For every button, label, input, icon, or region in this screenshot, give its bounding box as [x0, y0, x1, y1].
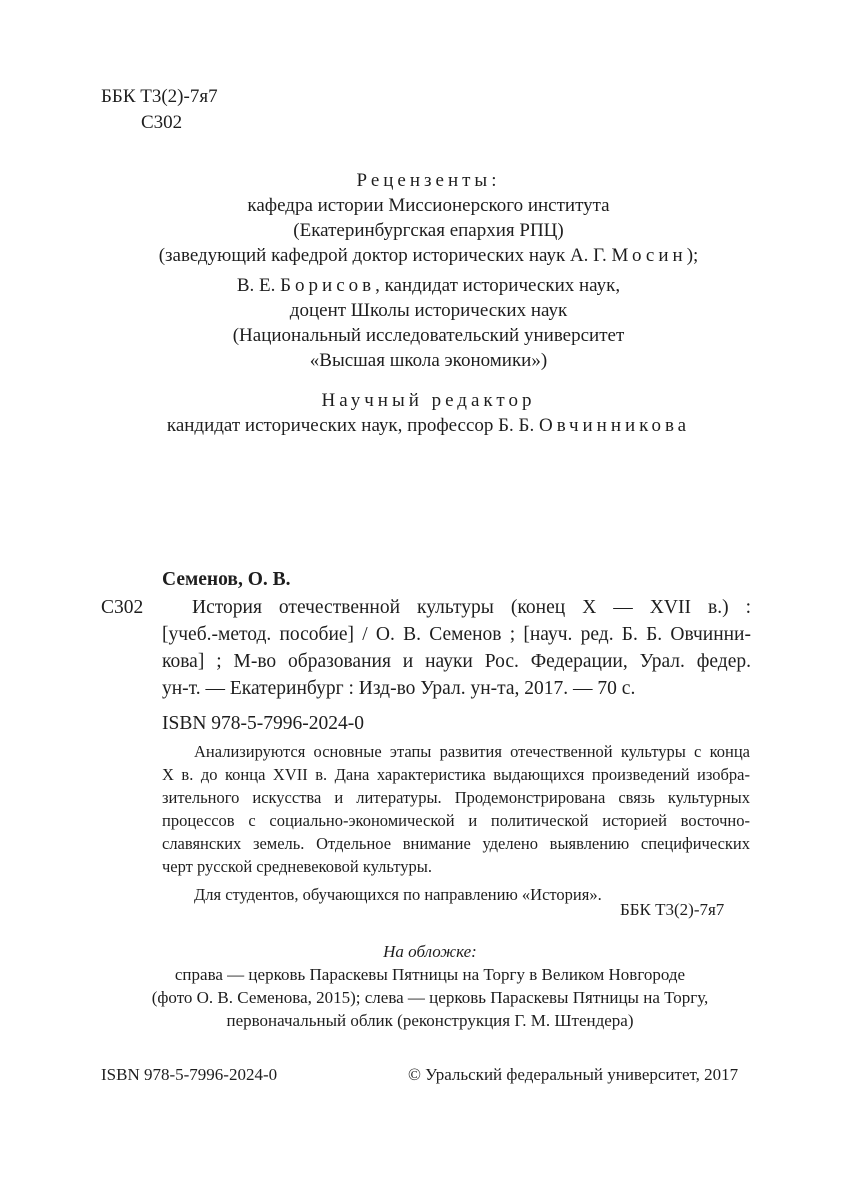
editor-name: Овчинникова [538, 415, 691, 436]
editor-block [60, 388, 797, 438]
cover-line: справа — церковь Параскевы Пятницы на Торгу в Великом Новгороде [174, 965, 686, 984]
entry-title-line: кова] ; М-во образования и науки Рос. Федерации, Урал. федер. [162, 651, 751, 672]
reviewer-org-head-suffix: ); [686, 245, 699, 266]
abstract-line: зительного искусства и литературы. Продемонстрирована связь культурных [162, 788, 750, 807]
entry-title-line: ун-т. — Екатеринбург : Изд-во Урал. ун-та, 2017. — 70 с. [162, 678, 636, 699]
abstract-line: черт русской средневековой культуры. [162, 857, 433, 876]
abstract-block [162, 740, 750, 906]
entry-isbn: ISBN 978-5-7996-2024-0 [162, 713, 365, 734]
reviewer-org-head [60, 243, 797, 268]
reviewer-person-line: «Высшая школа экономики») [309, 350, 548, 371]
reviewer-person-line: (Национальный исследовательский университет [232, 325, 625, 346]
editor-line-prefix: кандидат исторических наук, профессор Б. Б. [166, 415, 539, 436]
cover-line: первоначальный облик (реконструкция Г. М. Штендера) [226, 1011, 634, 1030]
abstract-line: процессов с социально-экономической и политической историей восточно- [162, 811, 750, 830]
cover-line: (фото О. В. Семенова, 2015); слева — церковь Параскевы Пятницы на Торгу, [151, 988, 709, 1007]
bbk-classification-bottom: ББК Т3(2)-7я7 [620, 900, 725, 919]
reviewer-person-line: доцент Школы исторических наук [289, 300, 568, 321]
entry-code: С302 [101, 597, 144, 618]
footer-isbn: ISBN 978-5-7996-2024-0 [101, 1065, 278, 1084]
cover-note [100, 940, 760, 1032]
reviewers-heading: Рецензенты: [356, 170, 501, 191]
reviewer-person-initials: В. Е. [236, 275, 281, 296]
bbk-classification-top [101, 84, 218, 136]
bbk-code: ББК Т3(2)-7я7 [101, 86, 218, 107]
reviewer-org-line: (Екатеринбургская епархия РПЦ) [293, 220, 564, 241]
reviewer-person [60, 273, 797, 298]
entry-title-line: История отечественной культуры (конец X — XVII в.) : [192, 597, 751, 618]
reviewer-person-suffix: , кандидат исторических наук, [375, 275, 621, 296]
abstract-audience: Для студентов, обучающихся по направлению «История». [194, 885, 602, 904]
entry-title-line: [учеб.-метод. пособие] / О. В. Семенов ; [науч. ред. Б. Б. Овчинни- [162, 624, 751, 645]
abstract-line: X в. до конца XVII в. Дана характеристика выдающихся произведений изобра- [162, 765, 750, 784]
reviewers-block [60, 168, 797, 373]
editor-line [60, 413, 797, 438]
abstract-line: славянских земель. Отдельное внимание уделено выявлению специфических [162, 834, 750, 853]
reviewer-person-surname: Борисов [280, 275, 376, 296]
reviewer-org-head-prefix: (заведующий кафедрой доктор исторических наук А. Г. [158, 245, 612, 266]
entry-author: Семенов, О. В. [162, 569, 291, 590]
author-mark: С302 [141, 112, 183, 133]
footer-copyright: © Уральский федеральный университет, 2017 [408, 1065, 739, 1084]
reviewer-org-line: кафедра истории Миссионерского института [247, 195, 610, 216]
editor-heading: Научный редактор [321, 390, 536, 411]
reviewer-org-head-name: Мосин [611, 245, 687, 266]
cover-heading: На обложке: [383, 942, 477, 961]
entry-description [162, 594, 751, 702]
abstract-line: Анализируются основные этапы развития отечественной культуры с конца [194, 742, 750, 761]
